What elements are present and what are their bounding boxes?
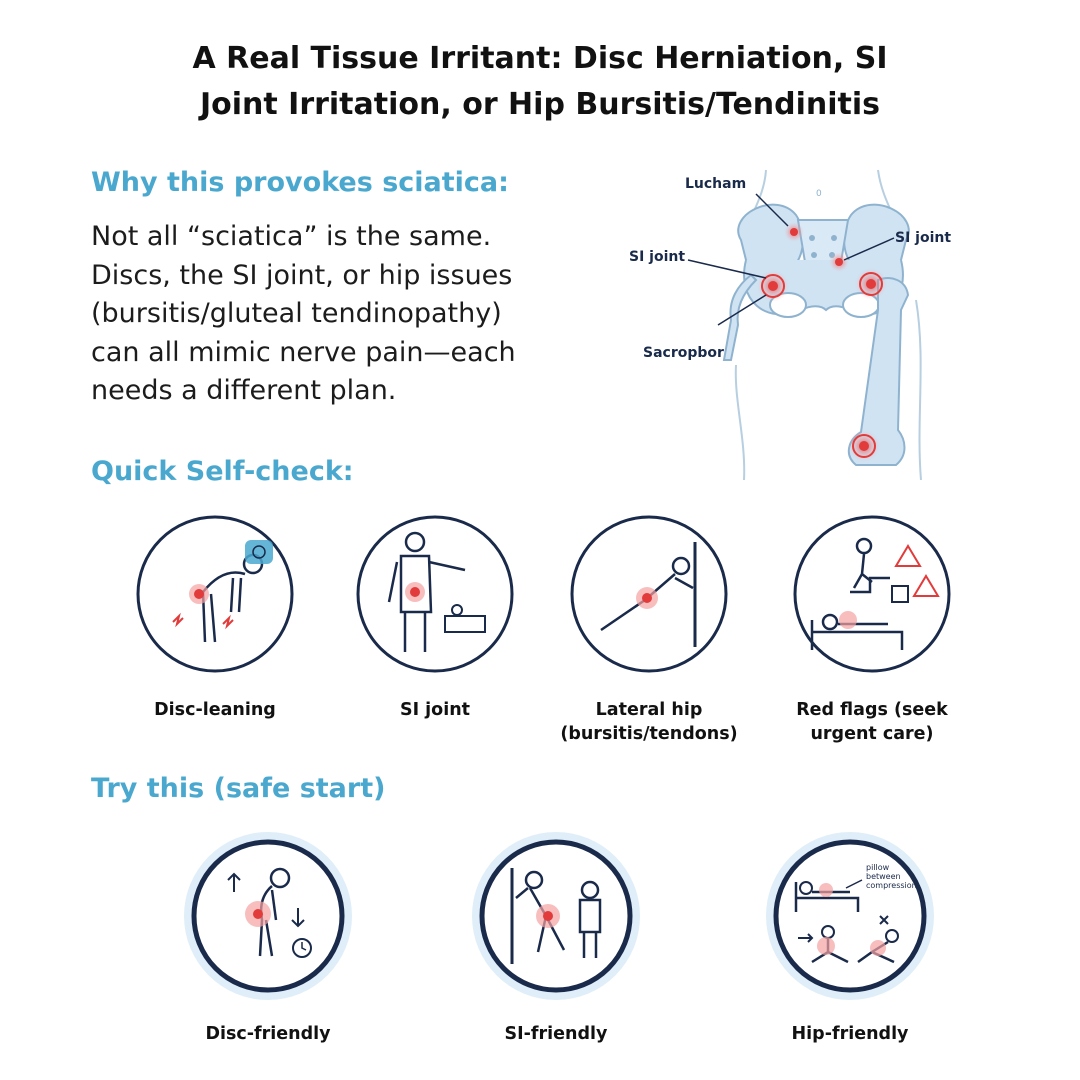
try-item-hip-friendly (740, 828, 960, 1044)
label-si-joint-left: SI joint (629, 249, 686, 265)
label-sacropbor: Sacropbor (643, 345, 724, 361)
try-item-si-friendly (446, 828, 666, 1044)
page-title (90, 36, 990, 128)
pain-marker-right-hip (855, 268, 887, 300)
self-check-label: Lateral hip (595, 700, 703, 720)
why-line: can all mimic nerve pain—each (91, 336, 516, 368)
marker-zero: 0 (816, 189, 822, 199)
pain-marker-knee (848, 430, 880, 462)
why-line: needs a different plan. (91, 375, 397, 406)
try-this-heading: Try this (safe start) (91, 773, 386, 804)
try-item-disc-friendly (158, 828, 378, 1044)
why-line: (bursitis/gluteal tendinopathy) (91, 298, 502, 329)
why-line: Discs, the SI joint, or hip issues (91, 259, 513, 291)
title-line-2: Joint Irritation, or Hip Bursitis/Tendinitis (199, 87, 881, 122)
why-body-text (91, 218, 611, 411)
hip-friendly-icon (762, 828, 938, 1004)
self-check-heading: Quick Self-check: (91, 456, 354, 487)
self-check-label: SI joint (399, 700, 471, 720)
self-check-label: Red flags (seek (796, 700, 948, 720)
self-check-item-red-flags (772, 512, 972, 746)
self-check-item-lateral-hip (549, 512, 749, 746)
title-line-1: A Real Tissue Irritant: Disc Herniation, SI (192, 41, 888, 76)
hip-note-line3: compression (866, 881, 917, 890)
bending-forward-icon (133, 512, 297, 676)
try-label: Hip-friendly (791, 1024, 909, 1044)
pain-marker-sacral (829, 252, 849, 272)
self-check-label-line2: urgent care) (810, 724, 934, 744)
try-label: Disc-friendly (205, 1024, 331, 1044)
si-friendly-icon (468, 828, 644, 1004)
try-label: SI-friendly (504, 1024, 608, 1044)
pelvis-anatomy-illustration (616, 160, 986, 480)
label-si-joint-right: SI joint (895, 230, 952, 246)
si-joint-pointing-icon (353, 512, 517, 676)
red-flags-icon (790, 512, 954, 676)
hip-note-line1: pillow (866, 863, 890, 872)
hip-note-line2: between (866, 872, 901, 881)
why-heading: Why this provokes sciatica: (91, 167, 509, 198)
why-line: Not all “sciatica” is the same. (91, 221, 492, 252)
label-lucham: Lucham (685, 176, 747, 192)
self-check-label-line2: (bursitis/tendons) (560, 724, 738, 744)
disc-friendly-icon (180, 828, 356, 1004)
self-check-item-disc (115, 512, 315, 722)
self-check-label: Disc-leaning (154, 700, 276, 720)
wall-lean-icon (567, 512, 731, 676)
self-check-item-si (335, 512, 535, 722)
